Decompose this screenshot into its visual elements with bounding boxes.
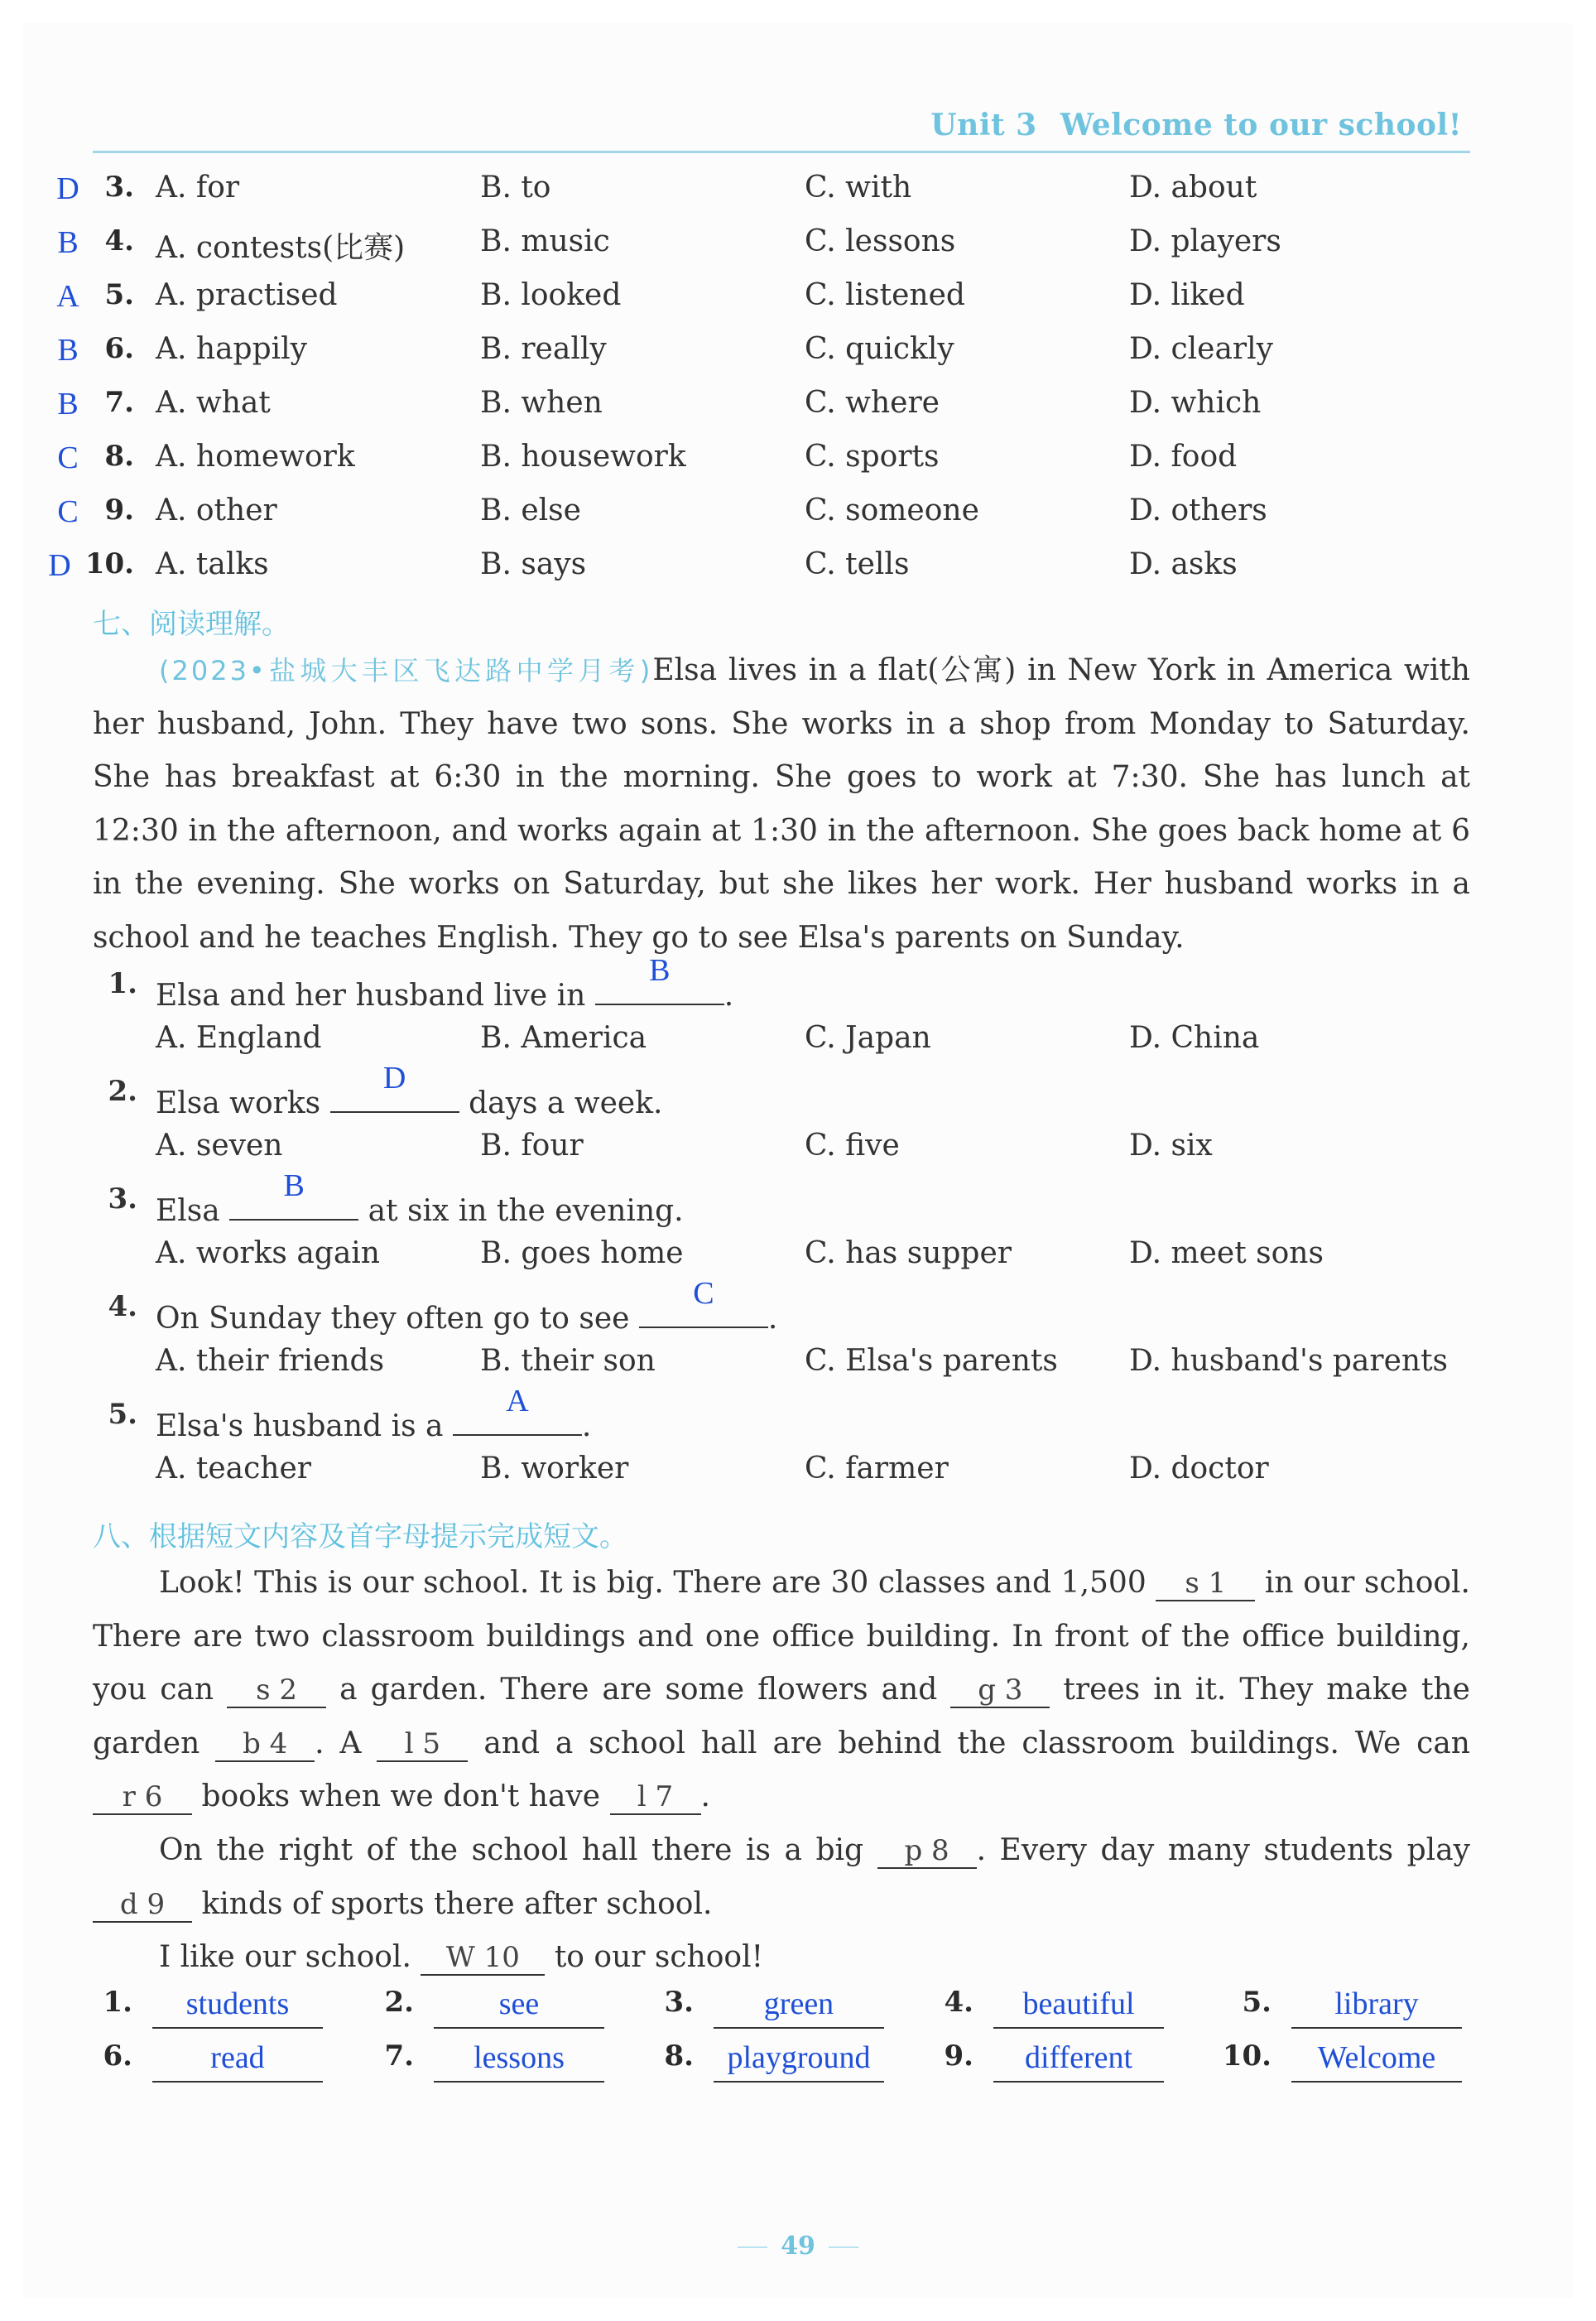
hint-blank: p 8 — [877, 1834, 977, 1869]
question-number: 1. — [108, 967, 137, 1000]
answer-mark: C — [57, 494, 79, 529]
passage-text: . — [700, 1779, 710, 1814]
cloze-row — [0, 332, 1596, 382]
answer-word: green — [714, 1986, 884, 2029]
option-c: C. Japan — [805, 1021, 931, 1055]
answer-number: 2. — [384, 1986, 414, 2019]
answer-number: 6. — [103, 2039, 132, 2073]
question-number: 5. — [108, 1398, 137, 1431]
option-a: A. other — [156, 494, 277, 527]
passage-source: (2023•盐城大丰区飞达路中学月考) — [159, 655, 653, 686]
question-text — [156, 1061, 663, 1120]
option-a: A. for — [156, 171, 240, 205]
cloze-row — [0, 547, 1596, 597]
answer-word: different — [993, 2039, 1164, 2083]
option-b: B. four — [480, 1129, 584, 1163]
reading-passage — [93, 644, 1470, 965]
option-d: D. China — [1129, 1021, 1260, 1055]
hint-blank: r 6 — [93, 1780, 192, 1815]
answer-word: library — [1291, 1986, 1462, 2029]
question-text — [156, 1168, 684, 1228]
option-d: D. about — [1129, 171, 1257, 205]
option-d: D. players — [1129, 224, 1281, 258]
question-stem: Elsa and her husband live in — [156, 979, 586, 1013]
cloze-passage-p3 — [93, 1931, 1470, 1985]
question-number: 7. — [104, 386, 134, 419]
answer-mark: A — [56, 279, 79, 314]
answer-blank — [595, 953, 724, 1005]
hint-blank: b 4 — [215, 1727, 315, 1762]
hint-blank: l 7 — [610, 1780, 701, 1815]
question-tail: days a week. — [469, 1086, 663, 1120]
answer-fill: C — [693, 1276, 714, 1311]
option-b: B. looked — [480, 278, 622, 312]
answer-row — [0, 2039, 1596, 2089]
passage-text: . A — [315, 1726, 362, 1760]
question-number: 9. — [104, 494, 134, 527]
passage-text: Look! This is our school. It is big. There are 30 classes and 1,500 — [159, 1566, 1147, 1600]
cloze-row — [0, 440, 1596, 489]
page-footer — [0, 2232, 1596, 2261]
passage-text: trees in it. They make the garden — [93, 1673, 1470, 1760]
answer-number: 4. — [944, 1986, 973, 2019]
answer-number: 5. — [1242, 1986, 1272, 2019]
answer-blank — [639, 1276, 768, 1328]
option-a: A. happily — [156, 332, 307, 366]
answer-word: playground — [714, 2039, 884, 2083]
answer-number: 8. — [664, 2039, 694, 2073]
option-d: D. asks — [1129, 547, 1238, 581]
passage-text: On the right of the school hall there is a big — [159, 1833, 864, 1867]
option-d: D. meet sons — [1129, 1236, 1324, 1270]
hint-blank: W 10 — [421, 1941, 545, 1976]
option-d: D. food — [1129, 440, 1238, 474]
option-c: C. five — [805, 1129, 900, 1163]
cloze-row — [0, 494, 1596, 543]
option-c: C. quickly — [805, 332, 954, 366]
reading-question — [0, 1276, 1596, 1340]
option-b: B. their son — [480, 1344, 656, 1378]
option-c: C. with — [805, 171, 912, 205]
option-b: B. music — [480, 224, 610, 258]
answer-mark: D — [56, 171, 79, 206]
option-a: A. works again — [156, 1236, 380, 1270]
question-text — [156, 953, 734, 1013]
cloze-row — [0, 171, 1596, 220]
answer-fill: B — [283, 1168, 305, 1203]
reading-question — [0, 1061, 1596, 1124]
option-c: C. lessons — [805, 224, 956, 258]
answer-number: 3. — [664, 1986, 694, 2019]
question-number: 3. — [104, 171, 134, 204]
hint-blank: s 1 — [1156, 1567, 1255, 1601]
option-d: D. which — [1129, 386, 1262, 420]
answer-word: students — [152, 1986, 323, 2029]
question-stem: Elsa works — [156, 1086, 321, 1120]
question-tail: at six in the evening. — [368, 1194, 684, 1228]
options-row — [0, 1452, 1596, 1501]
cloze-passage-p2 — [93, 1824, 1470, 1931]
option-c: C. where — [805, 386, 940, 420]
option-c: C. has supper — [805, 1236, 1012, 1270]
question-number: 3. — [108, 1182, 137, 1216]
answer-fill: D — [382, 1061, 406, 1095]
option-a: A. what — [156, 386, 271, 420]
options-row — [0, 1344, 1596, 1394]
question-tail: . — [581, 1409, 592, 1443]
answer-fill: A — [506, 1384, 529, 1418]
cloze-row — [0, 278, 1596, 328]
option-d: D. others — [1129, 494, 1267, 527]
option-a: A. practised — [156, 278, 338, 312]
passage-text: to our school! — [554, 1940, 764, 1974]
passage-text: and a school hall are behind the classroom buildings. We can — [483, 1726, 1470, 1760]
option-b: B. housework — [480, 440, 686, 474]
option-a: A. England — [156, 1021, 322, 1055]
answer-row — [0, 1986, 1596, 2035]
question-tail: . — [723, 979, 734, 1013]
option-b: B. America — [480, 1021, 647, 1055]
cloze-row — [0, 224, 1596, 274]
question-tail: . — [767, 1302, 778, 1336]
answer-word: see — [434, 1986, 604, 2029]
header-title — [930, 108, 1462, 142]
answer-mark: B — [57, 225, 79, 260]
passage-text: books when we don't have — [201, 1779, 601, 1814]
option-d: D. doctor — [1129, 1452, 1269, 1486]
option-d: D. husband's parents — [1129, 1344, 1449, 1378]
answer-word: read — [152, 2039, 323, 2083]
option-a: A. talks — [156, 547, 269, 581]
answer-mark: C — [57, 441, 79, 475]
cloze-row — [0, 386, 1596, 436]
option-b: B. goes home — [480, 1236, 684, 1270]
option-c: C. tells — [805, 547, 910, 581]
option-c: C. someone — [805, 494, 979, 527]
section-7-title: 七、阅读理解。 — [93, 608, 290, 641]
question-number: 6. — [104, 332, 134, 365]
answer-fill: B — [649, 953, 671, 988]
reading-question — [0, 1168, 1596, 1232]
question-number: 4. — [108, 1290, 137, 1323]
page-header — [93, 99, 1470, 153]
question-stem: On Sunday they often go to see — [156, 1302, 630, 1336]
answer-number: 7. — [384, 2039, 414, 2073]
hint-blank: g 3 — [950, 1673, 1050, 1708]
option-b: B. worker — [480, 1452, 629, 1486]
question-number: 4. — [104, 224, 134, 258]
option-b: B. to — [480, 171, 551, 205]
option-d: D. liked — [1129, 278, 1245, 312]
answer-mark: B — [57, 387, 79, 421]
option-c: C. Elsa's parents — [805, 1344, 1058, 1378]
option-b: B. when — [480, 386, 603, 420]
answer-mark: D — [48, 548, 71, 583]
answer-number: 10. — [1222, 2039, 1272, 2073]
passage-text: . Every day many students play — [976, 1833, 1470, 1867]
answer-mark: B — [57, 333, 79, 368]
option-a: A. contests(比赛) — [156, 231, 406, 265]
option-b: B. says — [480, 547, 587, 581]
question-number: 2. — [108, 1075, 137, 1108]
question-text — [156, 1276, 778, 1336]
passage-text: Elsa lives in a flat(公寓) in New York in America with her husband, John. They have two sons. She works in a shop from Monday to Saturday. She has breakfast at 6:30 in the morning. She goes to work at 7:30. She has lunch at 12:30 in the afternoon, and works again at 1:30 in the afternoon. She goes back home at 6 in the evening. She works on Saturday, but she likes her work. Her husband works in a school and he teaches English. They go to see Elsa's parents on Sunday. — [93, 653, 1470, 955]
option-d: D. clearly — [1129, 332, 1273, 366]
reading-question — [0, 953, 1596, 1017]
passage-text: I like our school. — [159, 1940, 411, 1974]
hint-blank: s 2 — [227, 1673, 326, 1708]
question-stem: Elsa's husband is a — [156, 1409, 444, 1443]
option-a: A. their friends — [156, 1344, 385, 1378]
hint-blank: d 9 — [93, 1888, 192, 1923]
question-number: 8. — [104, 440, 134, 473]
option-c: C. listened — [805, 278, 965, 312]
option-b: B. really — [480, 332, 607, 366]
option-c: C. farmer — [805, 1452, 949, 1486]
header-unit: Unit 3 — [930, 108, 1037, 142]
answer-blank — [453, 1384, 582, 1436]
section-8-title: 八、根据短文内容及首字母提示完成短文。 — [93, 1520, 627, 1553]
answer-number: 9. — [944, 2039, 973, 2073]
reading-question — [0, 1384, 1596, 1447]
option-c: C. sports — [805, 440, 940, 474]
option-d: D. six — [1129, 1129, 1213, 1163]
options-row — [0, 1021, 1596, 1071]
answer-number: 1. — [103, 1986, 132, 2019]
answer-word: beautiful — [993, 1986, 1164, 2029]
answer-blank — [330, 1061, 459, 1113]
question-stem: Elsa — [156, 1194, 220, 1228]
question-number: 10. — [84, 547, 134, 580]
answer-word: lessons — [434, 2039, 604, 2083]
answer-blank — [229, 1168, 358, 1221]
page-number: 49 — [781, 2232, 815, 2261]
passage-text: a garden. There are some flowers and — [339, 1673, 938, 1707]
question-number: 5. — [104, 278, 134, 311]
answer-word: Welcome — [1291, 2039, 1462, 2083]
hint-blank: l 5 — [377, 1727, 468, 1762]
options-row — [0, 1236, 1596, 1286]
option-a: A. seven — [156, 1129, 283, 1163]
passage-text: in our school. There are two classroom buildings and one office building. In front of the office building, you can — [93, 1566, 1470, 1707]
option-a: A. homework — [156, 440, 355, 474]
option-b: B. else — [480, 494, 581, 527]
question-text — [156, 1384, 592, 1443]
header-unit-title: Welcome to our school! — [1060, 108, 1462, 142]
option-a: A. teacher — [156, 1452, 311, 1486]
passage-text: kinds of sports there after school. — [201, 1886, 713, 1921]
cloze-passage-p1 — [93, 1557, 1470, 1824]
